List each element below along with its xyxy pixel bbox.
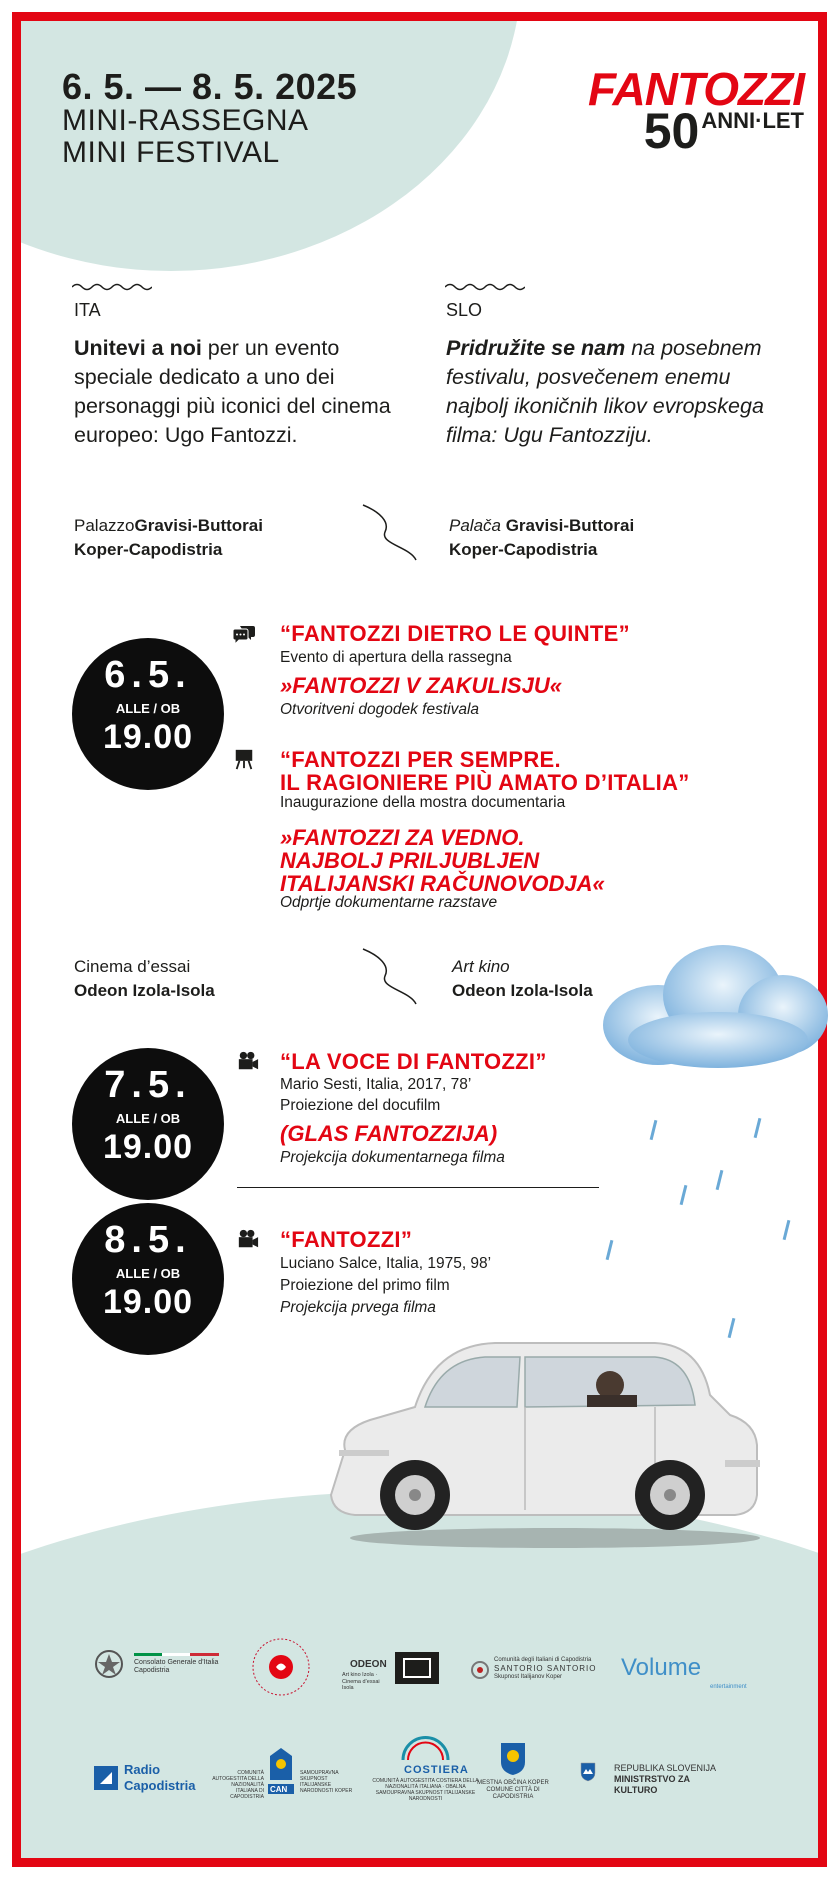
event2-title-sl <box>280 826 605 895</box>
location1-sl-name: Gravisi-Buttorai <box>505 516 635 535</box>
easel-icon <box>232 748 256 770</box>
partner-can-logo: CAN <box>270 1785 288 1794</box>
subtitle-italian: MINI-RASSEGNA <box>62 104 309 137</box>
date-circle-day2 <box>72 1048 224 1200</box>
costiera-logo-icon <box>398 1735 453 1765</box>
event4-desc-sl: Projekcija prvega filma <box>280 1299 436 1316</box>
event2-title-it-line2: IL RAGIONIERE PIÙ AMATO D’ITALIA” <box>280 770 690 796</box>
lang-label-it: ITA <box>74 300 101 320</box>
intro-sl-text: na posebnem festivalu, posvečenem enemu najbolj ikoničnih likov evropskega filma: Ugu Fantozziju. <box>446 336 764 448</box>
logo-number: 50 <box>643 103 700 159</box>
date-day1: 6.5. <box>104 654 192 696</box>
location2-sl-name: Odeon Izola-Isola <box>452 980 593 1000</box>
logo-suffix: ANNI·LET <box>701 108 804 133</box>
partner-comunita-line2: SANTORIO SANTORIO <box>494 1664 597 1674</box>
event3-title-it: “LA VOCE DI FANTOZZI” <box>280 1049 547 1074</box>
rose-badge-icon <box>250 1636 312 1698</box>
koper-coat-of-arms-icon <box>498 1740 528 1776</box>
event4-title-it: “FANTOZZI” <box>280 1227 413 1252</box>
vintage-car-illustration <box>325 1335 770 1550</box>
time-label-day1: ALLE / OB <box>115 701 181 716</box>
date-circle-day1 <box>72 638 224 790</box>
partner-consolato <box>134 1653 219 1676</box>
intro-it-text: per un evento speciale dedicato a uno dei personaggi più iconici del cinema europeo: Ugo Fantozzi. <box>74 336 391 448</box>
lang-label-sl: SLO <box>446 300 483 320</box>
squiggle-divider-icon <box>360 502 420 564</box>
partner-volume: Volume <box>621 1654 702 1681</box>
wave-divider-icon <box>445 282 525 292</box>
intro-sl-bold: Pridružite se nam <box>446 336 626 360</box>
partner-mestna-line2: COMUNE CITTÀ DI CAPODISTRIA <box>486 1787 540 1801</box>
event1-title-sl: »FANTOZZI V ZAKULISJU« <box>280 673 562 698</box>
location1-sl-city: Koper-Capodistria <box>449 539 598 559</box>
location2-it-name: Odeon Izola-Isola <box>74 980 215 1000</box>
partner-odeon: ODEON <box>350 1659 387 1670</box>
event2-title-it-line1: “FANTOZZI PER SEMPRE. <box>280 747 561 772</box>
festival-dates: 6. 5. — 8. 5. 2025 <box>62 66 358 107</box>
location1-sl-prefix: Palača <box>449 516 506 535</box>
location2-sl <box>452 955 593 1003</box>
event3-title-sl: (GLAS FANTOZZIJA) <box>280 1121 498 1146</box>
intro-sl <box>446 334 791 450</box>
event2-title-sl-line2: NAJBOLJ PRILJUBLJEN <box>280 848 540 874</box>
event2-desc-sl: Odprtje dokumentarne razstave <box>280 894 498 911</box>
italian-flag-stripe <box>134 1653 219 1656</box>
partner-odeon-sub: Art kino Izola · Cinema d’essai Isola <box>342 1672 380 1692</box>
partner-ministrstvo-line2: MINISTRSTVO ZA KULTURO <box>614 1773 690 1795</box>
partner-costiera-sub: COMUNITÀ AUTOGESTITA COSTIERA DELLA NAZIONALITÀ ITALIANA · OBALNA SAMOUPRAVNA SKUPNOST ITALIJANSKE NARODNOSTI <box>372 1778 479 1802</box>
location1-it-city: Koper-Capodistria <box>74 539 223 559</box>
date-day2: 7.5. <box>104 1064 192 1106</box>
slovenia-emblem-icon <box>580 1762 596 1782</box>
event1-desc-it: Evento di apertura della rassegna <box>280 649 512 666</box>
date-circle-day3 <box>72 1203 224 1355</box>
location1-sl <box>449 514 634 562</box>
hour-day3: 19.00 <box>102 1283 194 1321</box>
odeon-logo-icon <box>395 1652 439 1684</box>
speech-bubbles-icon <box>232 624 256 646</box>
intro-it <box>74 334 414 450</box>
partner-mestna-line1: MESTNA OBČINA KOPER <box>477 1780 549 1786</box>
event4-desc-it: Proiezione del primo film <box>280 1277 450 1294</box>
event4-credit: Luciano Salce, Italia, 1975, 98’ <box>280 1255 492 1272</box>
emblem-italy-icon <box>94 1648 124 1684</box>
hour-day2: 19.00 <box>102 1128 194 1166</box>
location1-it-name: Gravisi-Buttorai <box>134 516 263 535</box>
film-camera-icon <box>236 1050 260 1072</box>
event2-title-it <box>280 748 690 794</box>
location2-it <box>74 955 215 1003</box>
partner-comunita <box>494 1657 604 1681</box>
partner-ministrstvo-line1: REPUBLIKA SLOVENIJA <box>614 1763 717 1773</box>
time-label-day2: ALLE / OB <box>115 1111 181 1126</box>
location1-it <box>74 514 263 562</box>
location2-sl-prefix: Art kino <box>452 957 510 976</box>
partner-radio-line1: Radio <box>124 1762 161 1777</box>
partner-consolato-text: Consolato Generale d’Italia Capodistria <box>134 1659 219 1675</box>
partner-can-left: COMUNITÀ AUTOGESTITA DELLA NAZIONALITÀ ITALIANA DI CAPODISTRIA <box>212 1770 264 1800</box>
event2-title-sl-line1: »FANTOZZI ZA VEDNO. <box>280 825 525 850</box>
partner-costiera: COSTIERA <box>404 1764 469 1776</box>
location2-it-prefix: Cinema d’essai <box>74 957 191 976</box>
event2-title-sl-line3: ITALIJANSKI RAČUNOVODJA« <box>280 871 605 897</box>
event3-credit: Mario Sesti, Italia, 2017, 78’ <box>280 1076 472 1093</box>
partner-can-right: SAMOUPRAVNA SKUPNOST ITALIJANSKE NARODNOSTI KOPER <box>300 1770 353 1794</box>
radio-logo-icon <box>94 1766 118 1790</box>
partner-comunita-line1: Comunità degli Italiani di Capodistria <box>494 1657 592 1663</box>
event3-desc-sl: Projekcija dokumentarnega filma <box>280 1149 505 1166</box>
cloud-illustration <box>598 940 828 1070</box>
squiggle-divider-icon <box>360 946 420 1008</box>
hour-day1: 19.00 <box>102 718 194 756</box>
logo-title: FANTOZZI <box>587 63 804 115</box>
event3-desc-it: Proiezione del docufilm <box>280 1097 441 1114</box>
partner-radio-line2: Capodistria <box>124 1777 196 1793</box>
event1-desc-sl: Otvoritveni dogodek festivala <box>280 701 480 718</box>
film-camera-icon <box>236 1228 260 1250</box>
partner-volume-sub: entertainment <box>710 1684 747 1690</box>
wave-divider-icon <box>72 282 152 292</box>
event1-title-it: “FANTOZZI DIETRO LE QUINTE” <box>280 621 630 646</box>
partner-comunita-line3: Skupnost Italijanov Koper <box>494 1673 563 1680</box>
logo-anniversary <box>643 103 804 159</box>
comunita-emblem-icon <box>470 1660 490 1680</box>
intro-it-bold: Unitevi a noi <box>74 336 202 360</box>
section-divider <box>237 1187 599 1188</box>
time-label-day3: ALLE / OB <box>115 1266 181 1281</box>
event2-desc-it: Inaugurazione della mostra documentaria <box>280 794 566 811</box>
location1-it-prefix: Palazzo <box>74 516 135 535</box>
date-day3: 8.5. <box>104 1219 192 1261</box>
subtitle-slovene: MINI FESTIVAL <box>62 136 280 169</box>
partner-ministrstvo <box>614 1763 734 1795</box>
partner-radio <box>124 1762 196 1793</box>
partner-mestna <box>468 1780 558 1802</box>
